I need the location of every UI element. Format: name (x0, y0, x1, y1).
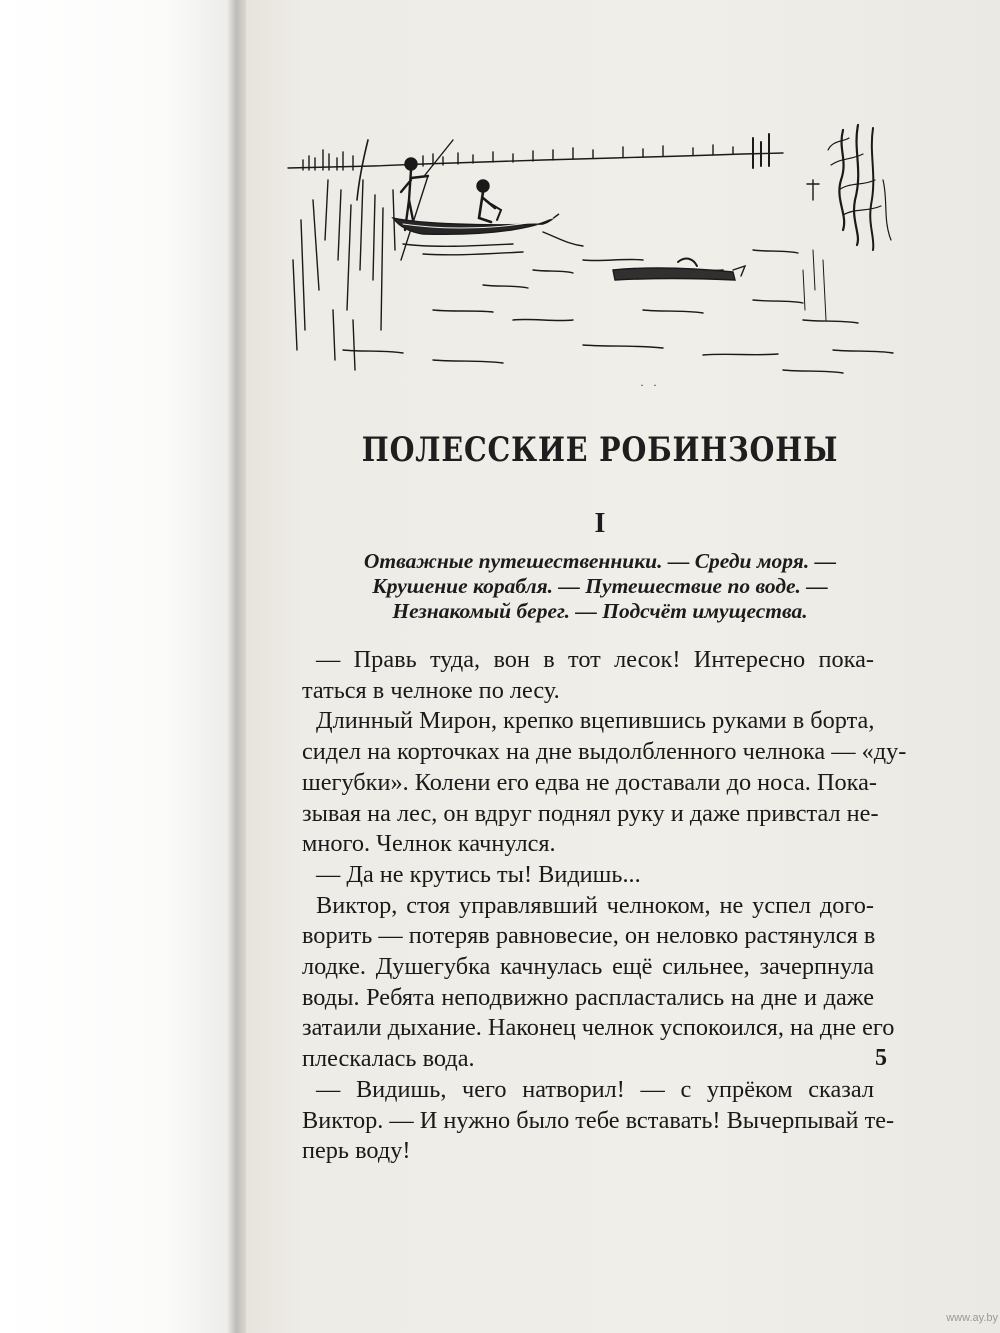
text-line: — Да не крутись ты! Видишь... (316, 860, 641, 888)
summary-line: Незнакомый берег. — Подсчёт имущества. (392, 599, 808, 623)
chapter-summary (300, 549, 900, 624)
summary-line: Отважные путешественники. — Среди моря. — (363, 549, 837, 573)
text-line: зывая на лес, он вдруг поднял руку и даже привстал не- (302, 799, 879, 827)
chapter-number: I (594, 508, 606, 539)
body-text (302, 645, 907, 1167)
text-line: затаили дыхание. Наконец челнок успокоился, на дне его (302, 1014, 895, 1042)
illustration-dots: · · (640, 378, 660, 392)
text-line: много. Челнок качнулся. (302, 830, 556, 858)
text-line: — Правь туда, вон в тот лесок! Интересно пока- (316, 646, 874, 673)
text-line: Длинный Мирон, крепко вцепившись руками в борта, (316, 707, 875, 735)
left-page (0, 0, 236, 1333)
boat-illustration (283, 120, 903, 382)
book-title: ПОЛЕССКИЕ РОБИНЗОНЫ (361, 430, 839, 470)
text-line: ворить — потеряв равновесие, он неловко растянулся в (302, 922, 876, 950)
text-line: лодке. Душегубка качнулась ещё сильнее, зачерпнула (302, 953, 874, 981)
text-line: шегубки». Колени его едва не доставали до носа. Пока- (302, 768, 877, 796)
text-line: — Видишь, чего натворил! — с упрёком сказал (316, 1075, 874, 1103)
summary-line: Крушение корабля. — Путешествие по воде. — (372, 574, 828, 598)
text-line: воды. Ребята неподвижно распластались на дне и даже (302, 983, 874, 1011)
text-line: таться в челноке по лесу. (302, 676, 560, 704)
watermark: www.ay.by (946, 1312, 998, 1324)
boat-illustration-svg (283, 120, 903, 382)
text-line: перь воду! (302, 1137, 411, 1165)
text-line: Виктор, стоя управлявший челноком, не успел дого- (316, 891, 874, 919)
book-gutter (228, 0, 246, 1333)
text-line: плескалась вода. (302, 1045, 475, 1073)
text-line: Виктор. — И нужно было тебе вставать! Вычерпывай те- (302, 1106, 895, 1134)
text-line: сидел на корточках на дне выдолбленного челнока — «ду- (302, 738, 907, 766)
page-number: 5 (875, 1045, 887, 1071)
